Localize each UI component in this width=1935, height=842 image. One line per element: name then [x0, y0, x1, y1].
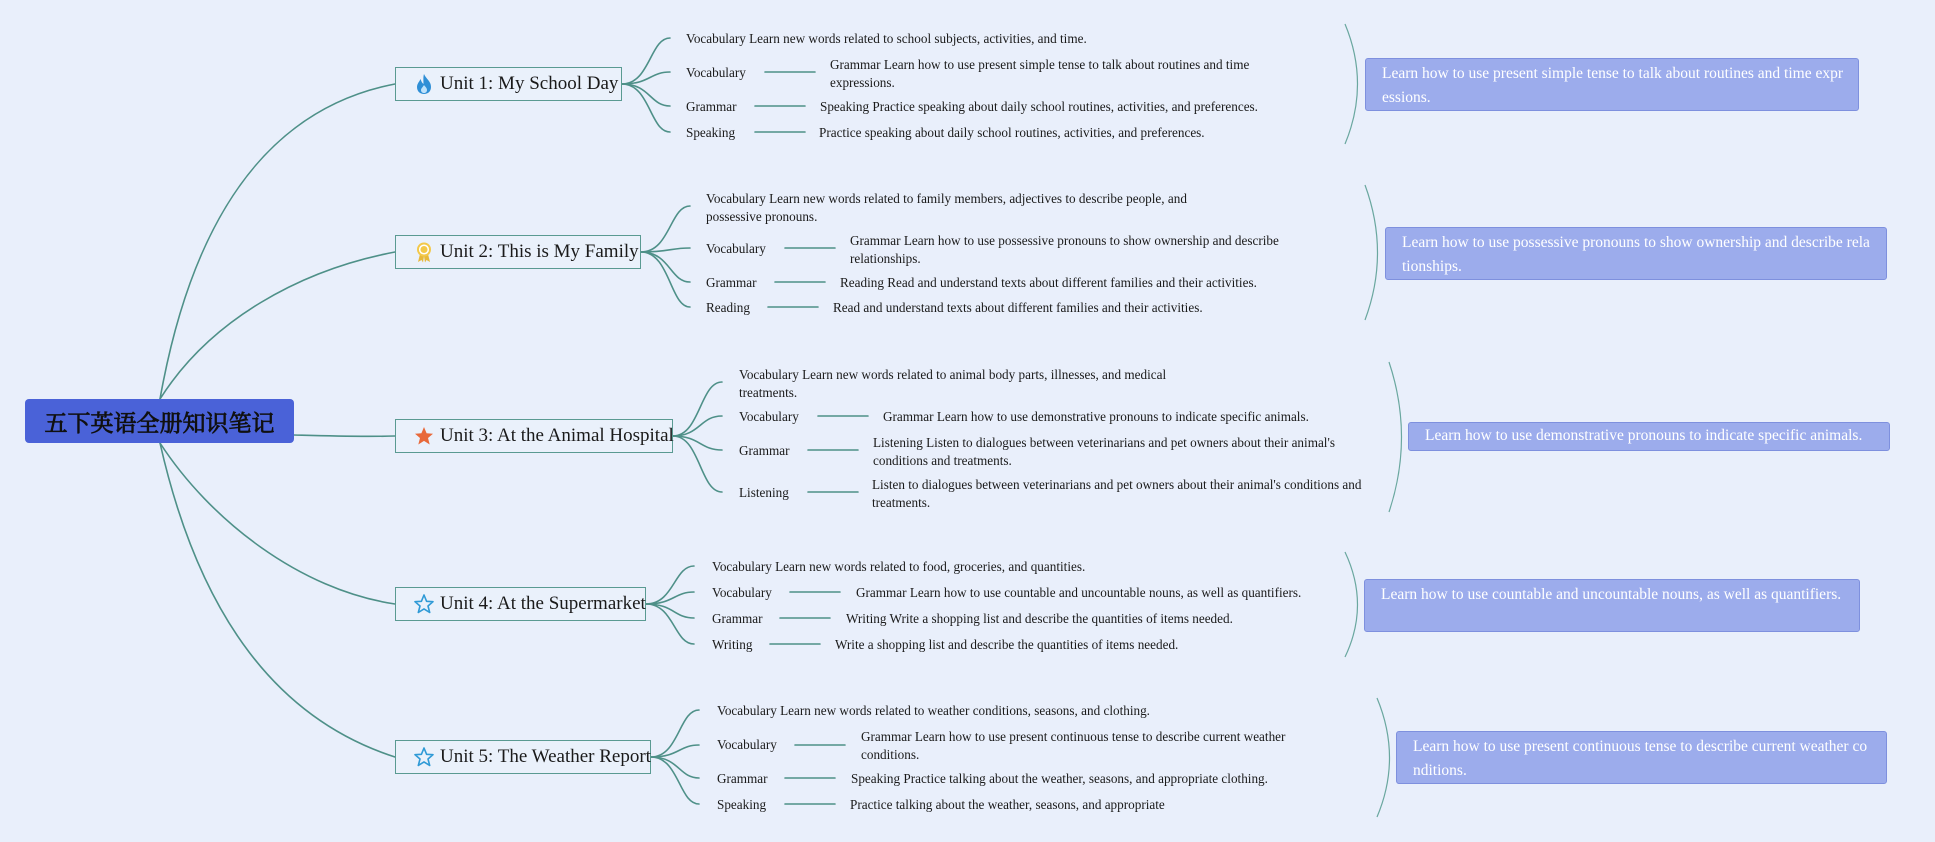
unit-1-label-grammar: Grammar [686, 99, 737, 114]
unit-1-topic[interactable] [395, 67, 622, 101]
unit-5-vocab-intro: Vocabulary Learn new words related to weather conditions, seasons, and clothing. [717, 703, 1150, 718]
unit-4-topic[interactable] [395, 587, 646, 621]
unit-3-detail-vocabulary: Grammar Learn how to use demonstrative pronouns to indicate specific animals. [883, 409, 1309, 424]
unit-1-detail-speaking: Practice speaking about daily school routines, activities, and preferences. [819, 125, 1205, 140]
unit-5-detail-vocabulary: Grammar Learn how to use present continuous tense to describe current weather conditions. [861, 729, 1286, 762]
star-filled-icon [414, 425, 434, 447]
unit-2-detail-reading: Read and understand texts about different families and their activities. [833, 300, 1203, 315]
root-topic[interactable] [25, 399, 294, 443]
unit-2-detail-vocabulary: Grammar Learn how to use possessive pronouns to show ownership and describe relationships. [850, 233, 1279, 266]
unit-5-label-grammar: Grammar [717, 771, 768, 786]
unit-4-label-grammar: Grammar [712, 611, 763, 626]
unit-4-detail-writing: Write a shopping list and describe the quantities of items needed. [835, 637, 1179, 652]
unit-1-vocab-intro: Vocabulary Learn new words related to school subjects, activities, and time. [686, 31, 1087, 46]
unit-4-summary[interactable]: Learn how to use countable and uncountable nouns, as well as quantifiers. [1364, 579, 1860, 632]
unit-4-detail-grammar: Writing Write a shopping list and describe the quantities of items needed. [846, 611, 1233, 626]
unit-3-topic[interactable] [395, 419, 673, 453]
unit-2-topic[interactable] [395, 235, 641, 269]
unit-5-summary[interactable]: Learn how to use present continuous tense to describe current weather conditions. [1396, 731, 1887, 784]
unit-3-detail-grammar: Listening Listen to dialogues between veterinarians and pet owners about their animal's conditions and treatments. [873, 435, 1335, 468]
unit-3-vocab-intro: Vocabulary Learn new words related to animal body parts, illnesses, and medical treatments. [739, 367, 1167, 400]
unit-3-label-listening: Listening [739, 485, 789, 500]
unit-5-detail-grammar: Speaking Practice talking about the weather, seasons, and appropriate clothing. [851, 771, 1268, 786]
unit-4-title: Unit 4: At the Supermarket [440, 593, 646, 614]
unit-1-summary[interactable]: Learn how to use present simple tense to talk about routines and time expressions. [1365, 58, 1859, 111]
unit-5-title: Unit 5: The Weather Report [440, 746, 651, 767]
unit-2-vocab-intro: Vocabulary Learn new words related to family members, adjectives to describe people, and possessive pronouns. [706, 191, 1187, 224]
unit-2-title: Unit 2: This is My Family [440, 241, 639, 262]
flame-icon [414, 73, 434, 95]
unit-1-detail-vocabulary: Grammar Learn how to use present simple tense to talk about routines and time expressions. [830, 57, 1250, 90]
star-outline-icon [414, 593, 434, 615]
unit-3-label-vocabulary: Vocabulary [739, 409, 799, 424]
unit-3-label-grammar: Grammar [739, 443, 790, 458]
unit-1-label-speaking: Speaking [686, 125, 736, 140]
unit-3-summary[interactable]: Learn how to use demonstrative pronouns to indicate specific animals. [1408, 422, 1890, 451]
unit-4-label-writing: Writing [712, 637, 753, 652]
unit-1-label-vocabulary: Vocabulary [686, 65, 746, 80]
unit-1-detail-grammar: Speaking Practice speaking about daily school routines, activities, and preferences. [820, 99, 1258, 114]
unit-2-detail-grammar: Reading Read and understand texts about different families and their activities. [840, 275, 1257, 290]
unit-3-detail-listening: Listen to dialogues between veterinarians and pet owners about their animal's conditions and treatments. [872, 477, 1362, 510]
unit-2-summary[interactable]: Learn how to use possessive pronouns to show ownership and describe relationships. [1385, 227, 1887, 280]
unit-2-label-reading: Reading [706, 300, 750, 315]
unit-4-label-vocabulary: Vocabulary [712, 585, 772, 600]
unit-4-detail-vocabulary: Grammar Learn how to use countable and uncountable nouns, as well as quantifiers. [856, 585, 1302, 600]
unit-3-title: Unit 3: At the Animal Hospital [440, 425, 674, 446]
unit-4-vocab-intro: Vocabulary Learn new words related to food, groceries, and quantities. [712, 559, 1086, 574]
unit-2-label-vocabulary: Vocabulary [706, 241, 766, 256]
unit-5-detail-speaking: Practice talking about the weather, seasons, and appropriate [850, 797, 1165, 812]
unit-2-label-grammar: Grammar [706, 275, 757, 290]
award-medal-icon [414, 241, 434, 263]
unit-5-topic[interactable] [395, 740, 651, 774]
unit-5-label-speaking: Speaking [717, 797, 767, 812]
unit-5-label-vocabulary: Vocabulary [717, 737, 777, 752]
star-outline-icon [414, 746, 434, 768]
unit-1-title: Unit 1: My School Day [440, 73, 619, 94]
root-title: 五下英语全册知识笔记 [44, 410, 275, 437]
